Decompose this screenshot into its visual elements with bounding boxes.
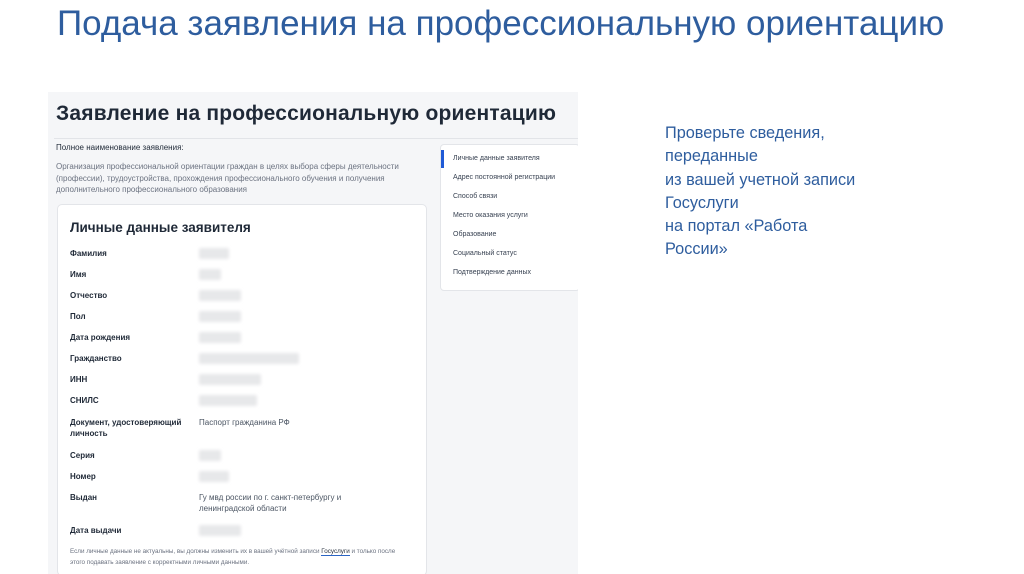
redacted-value xyxy=(199,525,241,536)
nav-item-confirmation[interactable]: Подтверждение данных xyxy=(453,269,532,276)
nav-item-contact-method[interactable]: Способ связи xyxy=(453,193,498,200)
field-label-name: Имя xyxy=(70,270,87,279)
field-label-snils: СНИЛС xyxy=(70,396,99,405)
redacted-value xyxy=(199,290,241,301)
application-screenshot xyxy=(48,92,578,574)
card-title: Личные данные заявителя xyxy=(70,220,251,235)
note-line: Проверьте сведения, xyxy=(665,124,825,142)
nav-item-education[interactable]: Образование xyxy=(453,231,497,238)
redacted-value xyxy=(199,395,257,406)
field-label-number: Номер xyxy=(70,472,96,481)
redacted-value xyxy=(199,471,229,482)
footnote-text-end: и только после этого подавать заявление с корректными личными данными. xyxy=(70,548,396,566)
note-line: из вашей учетной записи xyxy=(665,170,856,189)
slide-note xyxy=(665,122,915,262)
note-line: Госуслуги xyxy=(665,193,739,212)
field-label-surname: Фамилия xyxy=(70,249,107,258)
field-value-issued-by: Гу мвд россии по г. санкт-петербургу и ленинградской области xyxy=(199,493,342,513)
gosuslugi-link[interactable]: Госуслуги xyxy=(321,548,350,555)
footnote-text: Если личные данные не актуальны, вы должны изменить их в вашей учётной записи xyxy=(70,548,320,555)
redacted-value xyxy=(199,269,221,280)
note-line: России» xyxy=(665,240,728,259)
redacted-value xyxy=(199,248,229,259)
personal-data-card xyxy=(57,204,427,574)
field-label-birth-date: Дата рождения xyxy=(70,333,131,342)
note-line: переданные xyxy=(665,147,758,166)
nav-item-social-status[interactable]: Социальный статус xyxy=(453,250,517,257)
field-label-patronymic: Отчество xyxy=(70,291,108,300)
page-title: Заявление на профессиональную ориентацию xyxy=(56,102,557,125)
field-label-gender: Пол xyxy=(70,312,86,321)
redacted-value xyxy=(199,450,221,461)
field-value-id-document: Паспорт гражданина РФ xyxy=(199,418,290,427)
description-label: Полное наименование заявления: xyxy=(56,143,184,152)
redacted-value xyxy=(199,374,261,385)
description-text: Организация профессиональной ориентации граждан в целях выбора сферы деятельности (профессии), трудоустройства, прохождения профессионального обучения и получения дополнительного профессионального образования xyxy=(56,162,399,194)
field-label-inn: ИНН xyxy=(70,375,88,384)
field-label-id-document: Документ, удостоверяющий личность xyxy=(70,418,182,438)
active-indicator xyxy=(441,150,444,168)
nav-item-registration-address[interactable]: Адрес постоянной регистрации xyxy=(453,174,556,181)
redacted-value xyxy=(199,353,299,364)
nav-item-personal-data[interactable]: Личные данные заявителя xyxy=(453,155,540,162)
field-label-issue-date: Дата выдачи xyxy=(70,526,122,535)
redacted-value xyxy=(199,311,241,322)
field-label-series: Серия xyxy=(70,451,95,460)
redacted-value xyxy=(199,332,241,343)
field-label-issued-by: Выдан xyxy=(70,493,97,502)
divider xyxy=(54,138,578,139)
field-label-citizenship: Гражданство xyxy=(70,354,122,363)
note-line: на портал «Работа xyxy=(665,217,808,236)
nav-item-service-location[interactable]: Место оказания услуги xyxy=(453,212,528,219)
form-section-nav xyxy=(440,144,578,291)
slide-title: Подача заявления на профессиональную ориентацию xyxy=(57,4,945,43)
footnote xyxy=(70,546,410,568)
